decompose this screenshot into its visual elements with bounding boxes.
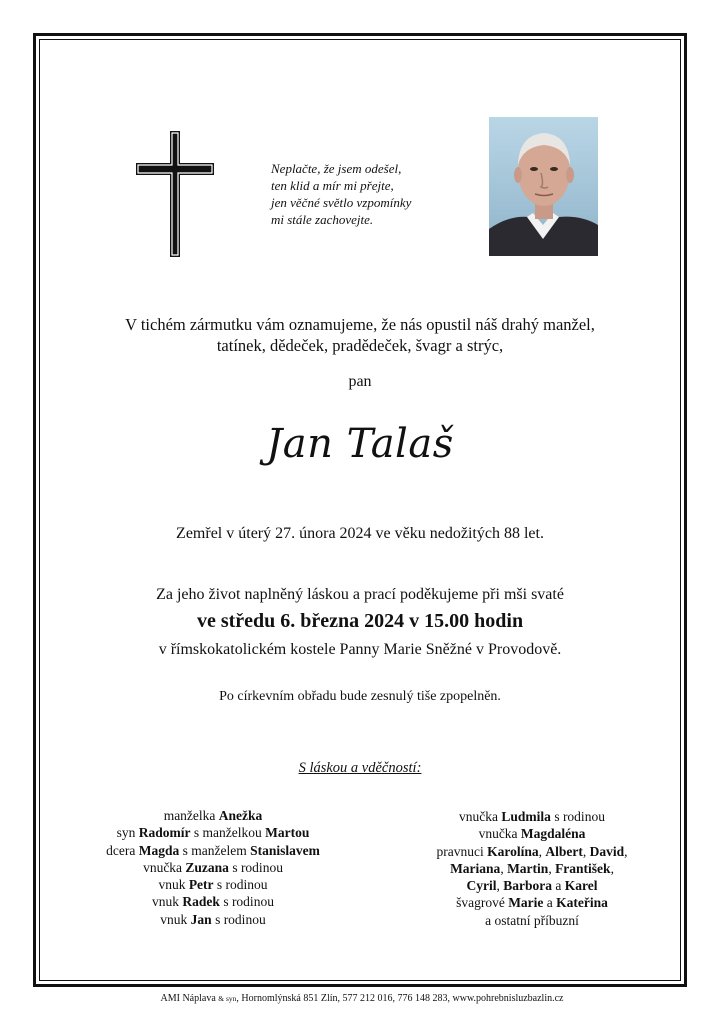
mourner-name: Martin [507, 860, 549, 876]
announcement-intro [40, 314, 680, 356]
mourner-name: Ludmila [501, 809, 551, 824]
mourner-name: Barbora [503, 878, 552, 894]
mourner-line [70, 824, 356, 841]
mourner-text: s rodinou [219, 894, 274, 910]
mourner-name: Magdaléna [520, 826, 586, 842]
title-pan: pan [348, 373, 372, 390]
mourner-line [70, 807, 356, 824]
mourner-name: Magda [138, 842, 180, 858]
mourner-name: Jan [190, 911, 212, 927]
mourner-text: s rodinou [211, 911, 266, 927]
mourner-text: , [582, 843, 590, 859]
mourner-line [374, 843, 690, 860]
mourner-line [70, 876, 356, 893]
mourner-line [374, 860, 690, 877]
mourner-text: vnučka [143, 859, 186, 875]
mourner-text: , [624, 843, 628, 859]
mourner-text: vnuk [160, 911, 191, 927]
ceremony-place: v římskokatolickém kostele Panny Marie Sněžné v Provodově. [158, 641, 562, 658]
mourner-text: vnuk [158, 877, 189, 893]
mourner-line [70, 911, 356, 928]
mourners-left-column [70, 807, 356, 928]
mourner-line [70, 859, 356, 876]
mourner-name: Radomír [138, 825, 191, 841]
mourner-name: Kateřina [556, 895, 608, 911]
ceremony-intro: Za jeho život naplněný láskou a prací poděkujeme při mši svaté [156, 586, 564, 603]
portrait-photo [489, 117, 598, 256]
mourner-line [374, 825, 690, 842]
mourner-name: Radek [182, 894, 220, 910]
ceremony-date: ve středu 6. března 2024 v 15.00 hodin [196, 610, 524, 632]
mourners-right-column [374, 808, 690, 929]
poem-line: ten klid a mír mi přejte, [271, 178, 394, 193]
mourner-name: Cyril [466, 878, 497, 894]
mourner-name: Zuzana [185, 859, 229, 875]
mourner-name: Martou [265, 825, 310, 841]
mourner-text: manželka [163, 808, 219, 823]
mourner-name: Anežka [218, 808, 263, 823]
mourner-name: Marie [508, 895, 544, 911]
mourner-text: , [610, 860, 614, 876]
mourner-text: s manželem [179, 842, 251, 858]
mourner-name: Karolína [487, 843, 539, 859]
mourner-name: Karel [564, 878, 598, 894]
mourner-text: vnuk [152, 894, 183, 910]
mourner-line [70, 842, 356, 859]
mourner-name: František [555, 860, 611, 876]
poem-line: mi stále zachovejte. [271, 212, 374, 227]
mourner-text: s rodinou [213, 877, 268, 893]
deceased-name: Jan Talaš [266, 421, 454, 467]
footer-company: AMI Náplava [160, 993, 219, 1004]
footer-contact: , Hornomlýnská 851 Zlín, 577 212 016, 776 148 283, www.pohrebnisluzbazlin.cz [236, 993, 564, 1004]
mourner-name: Mariana [450, 860, 501, 876]
mourner-text: a [552, 878, 565, 894]
cremation-note: Po církevním obřadu bude zesnulý tiše zpopelněn. [219, 689, 501, 704]
footer-company-suffix: & syn [218, 994, 237, 1003]
mourner-name: Petr [188, 877, 214, 893]
mourner-text: vnučka [478, 826, 521, 842]
mourner-text: s manželkou [190, 825, 266, 841]
mourner-text: a [543, 895, 557, 911]
cross-icon [136, 131, 214, 257]
mourner-text: s rodinou [550, 809, 605, 824]
mourner-line [374, 912, 690, 929]
announcement-line: V tichém zármutku vám oznamujeme, že nás opustil náš drahý manžel, [125, 315, 595, 334]
announcement-line: tatínek, dědeček, pradědeček, švagr a strýc, [216, 336, 504, 355]
poem [271, 160, 471, 228]
mourner-text: a ostatní příbuzní [485, 912, 579, 928]
mourner-text: vnučka [459, 809, 502, 824]
mourner-text: , [500, 860, 508, 876]
mourner-name: David [589, 843, 625, 859]
mourner-line [70, 893, 356, 910]
mourner-text: dcera [106, 842, 139, 858]
poem-line: jen věčné světlo vzpomínky [271, 195, 412, 210]
mourner-text: syn [116, 825, 139, 841]
mourner-text: , [496, 878, 504, 894]
mourner-line [374, 808, 690, 825]
footer [0, 993, 724, 1004]
mourner-text: s rodinou [228, 859, 283, 875]
mourners-title: S láskou a vděčností: [298, 760, 422, 776]
mourner-name: Stanislavem [250, 842, 320, 858]
death-notice: Zemřel v úterý 27. února 2024 ve věku nedožitých 88 let. [176, 525, 544, 542]
mourner-text: pravnuci [436, 843, 488, 859]
mourner-text: , [548, 860, 556, 876]
poem-line: Neplačte, že jsem odešel, [271, 161, 402, 176]
mourner-line [374, 894, 690, 911]
mourner-text: , [538, 843, 546, 859]
mourner-name: Albert [545, 843, 583, 859]
mourner-text: švagrové [456, 895, 509, 911]
mourner-line [374, 877, 690, 894]
